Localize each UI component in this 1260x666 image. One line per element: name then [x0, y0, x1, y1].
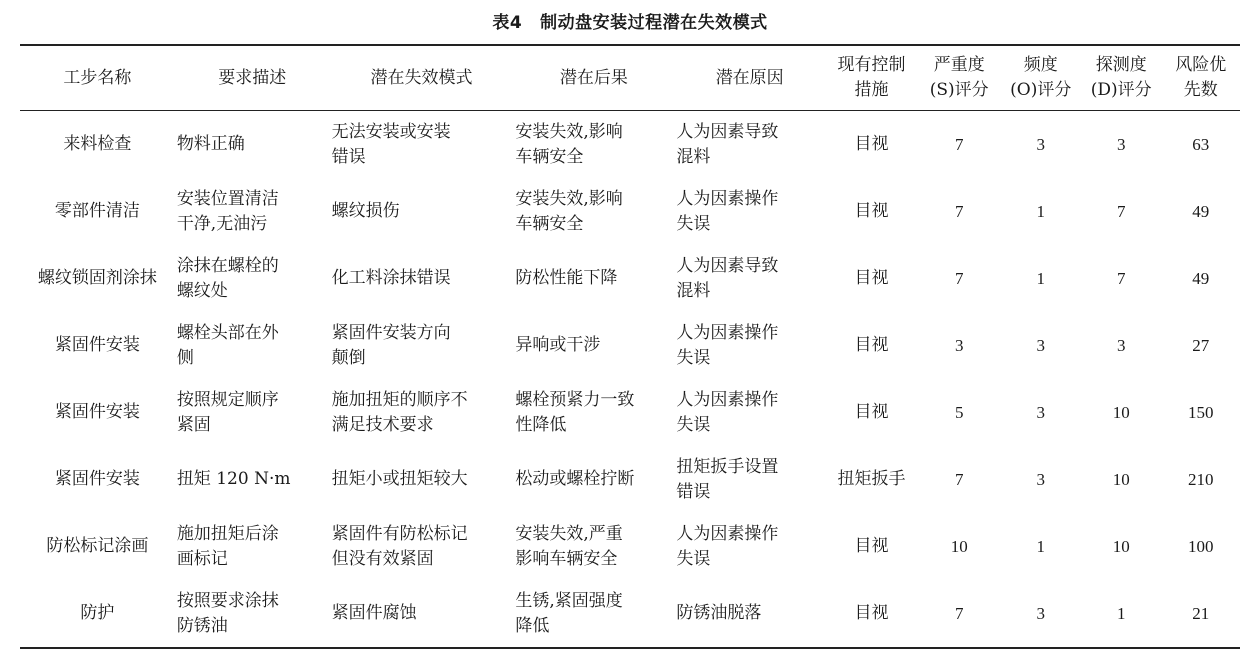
cell-line: 人为因素操作: [676, 188, 779, 209]
cell-line: 人为因素操作: [676, 523, 779, 544]
cell-requirement: [175, 580, 330, 648]
cell-occurrence: 1: [1036, 269, 1045, 288]
cell-line: 按照要求涂抹: [176, 590, 279, 611]
cell-control: [825, 178, 918, 245]
cell-line: 要求描述: [218, 67, 287, 88]
cell-line: 紧固: [176, 414, 211, 435]
header-failure-mode: [330, 45, 514, 111]
cell-line: 侧: [176, 347, 194, 368]
cell-rpn: 21: [1192, 604, 1210, 623]
cell-failure-mode: [330, 111, 514, 179]
cell-control: [825, 245, 918, 312]
cell-failure-mode: [330, 580, 514, 648]
cell-line: 人为因素导致: [676, 121, 779, 142]
cell-line: 画标记: [176, 548, 228, 569]
table-row: [20, 111, 1240, 179]
cell-detection: 10: [1112, 470, 1130, 489]
table-row: [20, 245, 1240, 312]
header-effect: [513, 45, 674, 111]
cell-severity: 7: [954, 470, 964, 489]
cell-cause: [674, 379, 825, 446]
header-severity: [918, 45, 1001, 111]
cell-line: 螺栓预紧力一致: [515, 389, 635, 410]
table-header-row: [20, 45, 1240, 111]
header-step-name: [20, 45, 175, 111]
cell-line: 紧固件安装: [54, 402, 140, 422]
cell-line: 防护: [80, 603, 115, 623]
cell-line: 但没有效紧固: [331, 548, 434, 569]
cell-cause: [674, 513, 825, 580]
cell-line: 目视: [854, 134, 889, 154]
cell-requirement: [175, 446, 330, 513]
cell-line: 螺纹处: [176, 280, 228, 301]
cell-failure-mode: [330, 513, 514, 580]
cell-failure-mode: [330, 178, 514, 245]
cell-failure-mode: [330, 312, 514, 379]
cell-line: 车辆安全: [515, 146, 584, 167]
cell-step-name: [20, 580, 175, 648]
cell-line: 松动或螺栓拧断: [515, 469, 635, 489]
cell-occurrence: 3: [1036, 403, 1045, 422]
cell-line: 潜在后果: [559, 67, 628, 88]
cell-effect: [513, 245, 674, 312]
cell-line: 涂抹在螺栓的: [176, 255, 279, 276]
cell-line: 紧固件安装: [54, 469, 140, 489]
cell-line: 施加扭矩后涂: [176, 523, 279, 544]
cell-line: 安装失效,影响: [515, 188, 623, 209]
cell-requirement: [175, 178, 330, 245]
cell-line: 螺栓头部在外: [176, 322, 279, 343]
cell-detection: 10: [1112, 403, 1130, 422]
cell-line: 风险优: [1175, 55, 1227, 75]
cell-line: 潜在原因: [715, 67, 784, 88]
cell-line: 目视: [854, 536, 889, 556]
cell-line: 混料: [676, 146, 711, 167]
cell-step-name: [20, 245, 175, 312]
table-body: [20, 111, 1240, 649]
cell-step-name: [20, 111, 175, 179]
cell-detection: 3: [1116, 135, 1126, 154]
cell-step-name: [20, 513, 175, 580]
header-control: [825, 45, 918, 111]
header-rpn: [1161, 45, 1240, 111]
table-row: [20, 312, 1240, 379]
header-requirement: [175, 45, 330, 111]
cell-line: 防锈油: [176, 615, 228, 636]
cell-severity: 10: [950, 537, 968, 556]
cell-line: 异响或干涉: [515, 335, 601, 355]
cell-control: [825, 111, 918, 179]
table-row: [20, 580, 1240, 648]
fmea-table: [20, 44, 1240, 649]
cell-requirement: [175, 379, 330, 446]
table-caption: [0, 8, 1260, 33]
cell-line: 螺纹损伤: [331, 201, 400, 221]
cell-line: 目视: [854, 335, 889, 355]
table-title: 制动盘安装过程潜在失效模式: [540, 13, 768, 33]
cell-failure-mode: [330, 379, 514, 446]
cell-line: 潜在失效模式: [370, 67, 473, 88]
cell-requirement: [175, 245, 330, 312]
cell-cause: [674, 580, 825, 648]
cell-line: 满足技术要求: [331, 414, 434, 435]
cell-detection: 7: [1116, 202, 1126, 221]
cell-line: 扭矩小或扭矩较大: [331, 469, 468, 489]
cell-effect: [513, 379, 674, 446]
cell-line: 生锈,紧固强度: [515, 590, 623, 611]
cell-line: 失误: [676, 414, 711, 435]
cell-effect: [513, 312, 674, 379]
cell-line: 防松标记涂画: [46, 536, 149, 556]
header-occurrence: [1000, 45, 1081, 111]
cell-line: 紧固件有防松标记: [331, 523, 468, 544]
cell-occurrence: 1: [1036, 202, 1045, 221]
cell-line: 失误: [676, 548, 711, 569]
cell-line: (D)评分: [1090, 80, 1152, 100]
cell-line: 扭矩扳手: [837, 469, 906, 489]
cell-line: 先数: [1183, 80, 1218, 100]
cell-line: 扭矩 120 N·m: [176, 469, 291, 489]
cell-control: [825, 312, 918, 379]
cell-occurrence: 1: [1036, 537, 1045, 556]
cell-severity: 3: [954, 336, 964, 355]
cell-rpn: 210: [1187, 470, 1214, 489]
cell-line: 人为因素导致: [676, 255, 779, 276]
cell-effect: [513, 178, 674, 245]
cell-line: 颠倒: [331, 347, 366, 368]
cell-line: 工步名称: [63, 67, 132, 88]
cell-cause: [674, 178, 825, 245]
cell-line: 紧固件安装: [54, 335, 140, 355]
cell-line: 目视: [854, 201, 889, 221]
cell-line: 频度: [1023, 55, 1058, 75]
cell-line: 无法安装或安装: [331, 121, 451, 142]
cell-rpn: 27: [1192, 336, 1210, 355]
cell-line: 现有控制: [837, 55, 906, 75]
cell-occurrence: 3: [1036, 604, 1045, 623]
cell-occurrence: 3: [1036, 470, 1045, 489]
table-number: 表4: [492, 13, 523, 33]
cell-line: 防锈油脱落: [676, 603, 762, 623]
cell-line: 错误: [676, 481, 711, 502]
cell-occurrence: 3: [1036, 135, 1045, 154]
cell-line: 严重度: [933, 55, 985, 75]
cell-line: (S)评分: [929, 80, 989, 100]
cell-line: 零部件清洁: [54, 201, 140, 221]
cell-severity: 7: [954, 135, 964, 154]
cell-failure-mode: [330, 245, 514, 312]
cell-step-name: [20, 312, 175, 379]
cell-cause: [674, 245, 825, 312]
cell-line: 措施: [854, 80, 889, 100]
table-row: [20, 178, 1240, 245]
cell-effect: [513, 580, 674, 648]
cell-line: 车辆安全: [515, 213, 584, 234]
cell-line: 防松性能下降: [515, 268, 618, 288]
cell-detection: 1: [1116, 604, 1126, 623]
cell-effect: [513, 111, 674, 179]
cell-line: 失误: [676, 347, 711, 368]
cell-line: 物料正确: [176, 134, 245, 154]
cell-effect: [513, 513, 674, 580]
cell-line: 失误: [676, 213, 711, 234]
cell-detection: 7: [1116, 269, 1126, 288]
cell-rpn: 150: [1187, 403, 1214, 422]
cell-requirement: [175, 111, 330, 179]
cell-severity: 7: [954, 202, 964, 221]
cell-line: 干净,无油污: [176, 213, 268, 234]
cell-line: 螺纹锁固剂涂抹: [37, 268, 157, 288]
cell-effect: [513, 446, 674, 513]
cell-control: [825, 580, 918, 648]
cell-requirement: [175, 312, 330, 379]
cell-line: 施加扭矩的顺序不: [331, 389, 468, 410]
cell-detection: 3: [1116, 336, 1126, 355]
cell-line: 影响车辆安全: [515, 548, 618, 569]
cell-line: 按照规定顺序: [176, 389, 279, 410]
cell-line: 降低: [515, 615, 550, 636]
cell-line: 探测度: [1095, 55, 1147, 75]
table-row: [20, 379, 1240, 446]
cell-line: 目视: [854, 402, 889, 422]
table-row: [20, 513, 1240, 580]
cell-line: 目视: [854, 268, 889, 288]
cell-control: [825, 446, 918, 513]
cell-line: 扭矩扳手设置: [676, 456, 779, 477]
cell-cause: [674, 446, 825, 513]
cell-severity: 7: [954, 269, 964, 288]
cell-control: [825, 379, 918, 446]
cell-severity: 7: [954, 604, 964, 623]
cell-line: 错误: [331, 146, 366, 167]
cell-cause: [674, 312, 825, 379]
cell-step-name: [20, 446, 175, 513]
cell-detection: 10: [1112, 537, 1130, 556]
cell-severity: 5: [954, 403, 964, 422]
cell-requirement: [175, 513, 330, 580]
cell-line: 人为因素操作: [676, 322, 779, 343]
cell-line: 性降低: [515, 414, 567, 435]
cell-rpn: 49: [1192, 202, 1210, 221]
cell-occurrence: 3: [1036, 336, 1045, 355]
cell-rpn: 63: [1192, 135, 1210, 154]
cell-line: 人为因素操作: [676, 389, 779, 410]
cell-cause: [674, 111, 825, 179]
cell-line: 化工料涂抹错误: [331, 268, 451, 288]
table-row: [20, 446, 1240, 513]
header-cause: [674, 45, 825, 111]
cell-line: 紧固件安装方向: [331, 322, 451, 343]
cell-line: 安装失效,影响: [515, 121, 623, 142]
cell-rpn: 100: [1187, 537, 1214, 556]
cell-line: (O)评分: [1010, 80, 1072, 100]
cell-control: [825, 513, 918, 580]
cell-line: 目视: [854, 603, 889, 623]
cell-line: 安装失效,严重: [515, 523, 623, 544]
cell-step-name: [20, 178, 175, 245]
header-detection: [1081, 45, 1162, 111]
cell-line: 混料: [676, 280, 711, 301]
cell-step-name: [20, 379, 175, 446]
cell-line: 紧固件腐蚀: [331, 603, 417, 623]
cell-failure-mode: [330, 446, 514, 513]
cell-line: 安装位置清洁: [176, 188, 279, 209]
cell-line: 来料检查: [63, 134, 132, 154]
cell-rpn: 49: [1192, 269, 1210, 288]
